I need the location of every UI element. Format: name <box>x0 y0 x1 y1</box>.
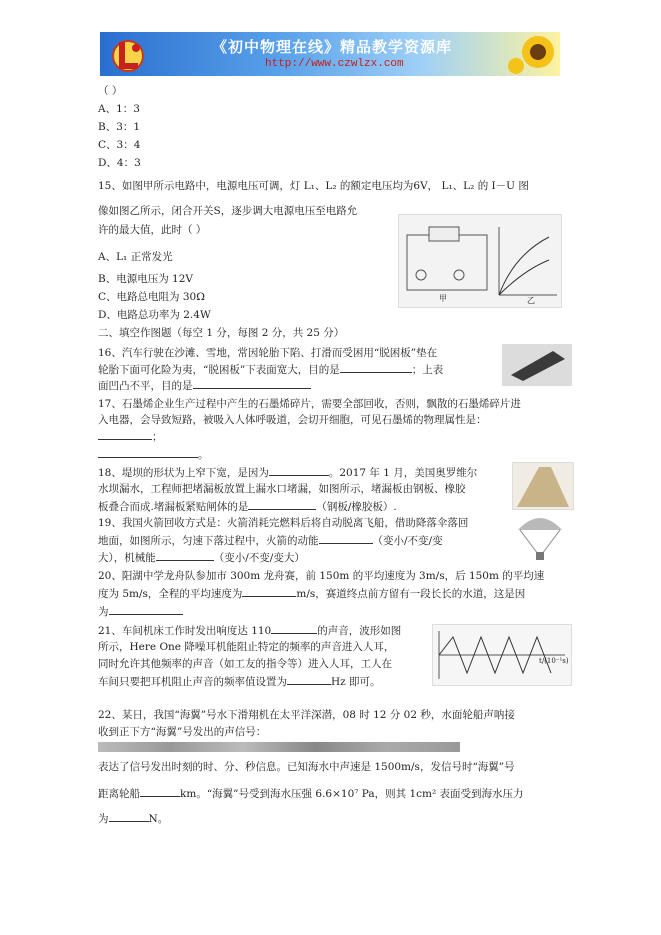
q22-line2: 收到正下方“海翼”号发出的声信号： <box>98 726 267 738</box>
q17-blank-2[interactable] <box>98 447 198 458</box>
sunflower-icon <box>508 32 560 76</box>
q18-line1 <box>98 465 477 480</box>
q22-line4-end: km。“海翼”号受到海水压强 6.6×10⁷ Pa，则其 1cm² 表面受到海水压力 <box>180 788 524 800</box>
waveform-axis-label: t/(10⁻¹s) <box>539 657 569 665</box>
q15-line3: 许的最大值，此时（ ） <box>98 224 207 236</box>
q19-line3 <box>98 550 305 565</box>
q19-line2-text: 地面，如图所示，匀速下落过程中，火箭的动能 <box>98 535 319 547</box>
q18-line3-text: 板叠合而成.堵漏板紧贴闸体的是 <box>98 501 249 513</box>
q20-blank-1[interactable] <box>242 586 296 597</box>
q20-line2-end: m/s，赛道终点前方留有一段长长的水道，这是因 <box>296 588 526 600</box>
q21-blank-2[interactable] <box>287 674 331 685</box>
q21-line4-end: Hz 即可。 <box>331 676 381 688</box>
q15-line2: 像如图乙所示，闭合开关S，逐步调大电源电压至电路允 <box>98 205 358 217</box>
q17-period: 。 <box>198 449 209 461</box>
q22-line1: 22、某日，我国“海翼”号水下滑翔机在太平洋深潜，08 时 12 分 02 秒，水面轮船声呐接 <box>98 709 515 721</box>
q14-option-a: A、1：3 <box>98 103 140 115</box>
dam-icon <box>513 463 573 509</box>
q19-blank-2[interactable] <box>156 550 214 561</box>
q18-line2: 水坝漏水，工程师把堵漏板放置上漏水口堵漏，如图所示，堵漏板由钢板、橡胶 <box>98 483 466 495</box>
q19-line3-end: （变小/不变/变大） <box>213 552 305 564</box>
q14-option-b: B、3：1 <box>98 121 141 133</box>
q15-line1: 15、如图甲所示电路中，电源电压可调，灯 L₁、L₂ 的额定电压均为6V， L₁、L₂ 的 I－U 图 <box>98 180 529 192</box>
q21-line2: 所示，Here One 降噪耳机能阻止特定的频率的声音进入人耳， <box>98 641 395 653</box>
q16-line1: 16、汽车行驶在沙滩、雪地，常因轮胎下陷、打滑而受困用“脱困板”垫在 <box>98 347 438 359</box>
q22-blank-2[interactable] <box>109 811 149 822</box>
q22-line5 <box>98 811 168 826</box>
q16-line3 <box>98 378 311 393</box>
q20-line3-text: 为 <box>98 606 109 618</box>
q21-figure <box>432 624 572 686</box>
q18-line1-text: 18、堤坝的形状为上窄下宽，是因为 <box>98 467 269 479</box>
logo-icon <box>106 36 152 72</box>
q18-figure <box>512 462 574 510</box>
q20-line2 <box>98 586 525 601</box>
q22-line3: 表达了信号发出时刻的时、分、秒信息。已知海水中声速是 1500m/s，发信号时“海翼”号 <box>98 761 515 773</box>
q21-line1-end: 的声音，波形如图 <box>317 625 402 637</box>
q16-line2-text: 轮胎下面可化险为夷，“脱困板”下表面宽大，目的是 <box>98 364 340 376</box>
q22-line5-end: N。 <box>148 813 169 825</box>
q21-line1 <box>98 623 401 638</box>
q17-line3 <box>98 429 163 444</box>
q18-line3 <box>98 499 397 514</box>
q17-line1: 17、石墨烯企业生产过程中产生的石墨烯碎片，需要全部回收，否则，飘散的石墨烯碎片进 <box>98 398 521 410</box>
q20-line1: 20、阳湖中学龙舟队参加市 300m 龙舟赛，前 150m 的平均速度为 3m/s，后 150m 的平均速 <box>98 570 545 582</box>
q19-blank-1[interactable] <box>319 533 373 544</box>
q14-paren: （ ） <box>98 85 123 97</box>
header-title: 《初中物理在线》精品教学资源库 <box>212 38 453 56</box>
q21-line4-text: 车间只要把耳机阻止声音的频率值设置为 <box>98 676 287 688</box>
q15-option-d: D、电路总功率为 2.4W <box>98 309 211 321</box>
q15-figure <box>398 214 562 308</box>
waveform-icon <box>433 625 571 685</box>
section-2-heading: 二、填空作图题（每空 1 分，每图 2 分，共 25 分） <box>98 327 345 339</box>
q22-line4 <box>98 786 524 801</box>
q18-blank-1[interactable] <box>269 465 329 476</box>
q22-line4-text: 距离轮船 <box>98 788 140 800</box>
q18-line1-end: 。2017 年 1 月，美国奥罗维尔 <box>328 467 478 479</box>
q21-line1-text: 21、车间机床工作时发出响度达 110 <box>98 625 272 637</box>
q22-blank-1[interactable] <box>140 786 180 797</box>
q21-blank-1[interactable] <box>271 623 317 634</box>
q19-figure <box>514 510 566 562</box>
q21-line4 <box>98 674 381 689</box>
q16-line2 <box>98 362 443 377</box>
q20-line2-text: 度为 5m/s，全程的平均速度为 <box>98 588 243 600</box>
header-banner <box>100 32 560 76</box>
q21-line3: 同时允许其他频率的声音（如工友的指令等）进入人耳，工人在 <box>98 658 392 670</box>
q19-line2-end: （变小/不变/变 <box>372 535 443 547</box>
q18-line3-end: （钢板/橡胶板）. <box>316 501 397 513</box>
figure-label-jia: 甲 <box>439 294 447 303</box>
q19-line3-text: 大），机械能 <box>98 552 156 564</box>
q20-line3 <box>98 604 183 619</box>
q15-option-b: B、电源电压为 12V <box>98 273 193 285</box>
q17-line4 <box>98 447 209 462</box>
q17-blank-1[interactable] <box>98 429 152 440</box>
q17-semicolon: ； <box>152 431 163 443</box>
q18-blank-2[interactable] <box>248 499 316 510</box>
q14-option-d: D、4：3 <box>98 157 141 169</box>
q20-blank-2[interactable] <box>109 604 183 615</box>
parachute-icon <box>514 510 566 562</box>
circuit-diagram-icon <box>399 215 561 307</box>
q15-option-a: A、L₁ 正常发光 <box>98 251 173 263</box>
q19-line1: 19、我国火箭回收方式是：火箭消耗完燃料后将自动脱离飞船，借助降落伞落回 <box>98 517 469 529</box>
traction-board-icon <box>503 345 571 385</box>
q17-line2: 入电器，会导致短路，被吸入人体呼吸道，会切开细胞，可见石墨烯的物理属性是： <box>98 414 487 426</box>
q16-blank-2[interactable] <box>193 378 311 389</box>
q19-line2 <box>98 533 443 548</box>
q16-line3-text: 面凹凸不平，目的是 <box>98 380 193 392</box>
q14-option-c: C、3：4 <box>98 139 141 151</box>
header-url: http://www.czwlzx.com <box>265 58 404 70</box>
figure-label-yi: 乙 <box>527 296 535 305</box>
q22-line5-text: 为 <box>98 813 109 825</box>
q16-line2-end: ；上表 <box>411 364 444 376</box>
q15-option-c: C、电路总电阻为 30Ω <box>98 291 205 303</box>
signal-strip-image <box>98 742 460 752</box>
q16-figure <box>502 344 572 386</box>
q16-blank-1[interactable] <box>340 362 412 373</box>
